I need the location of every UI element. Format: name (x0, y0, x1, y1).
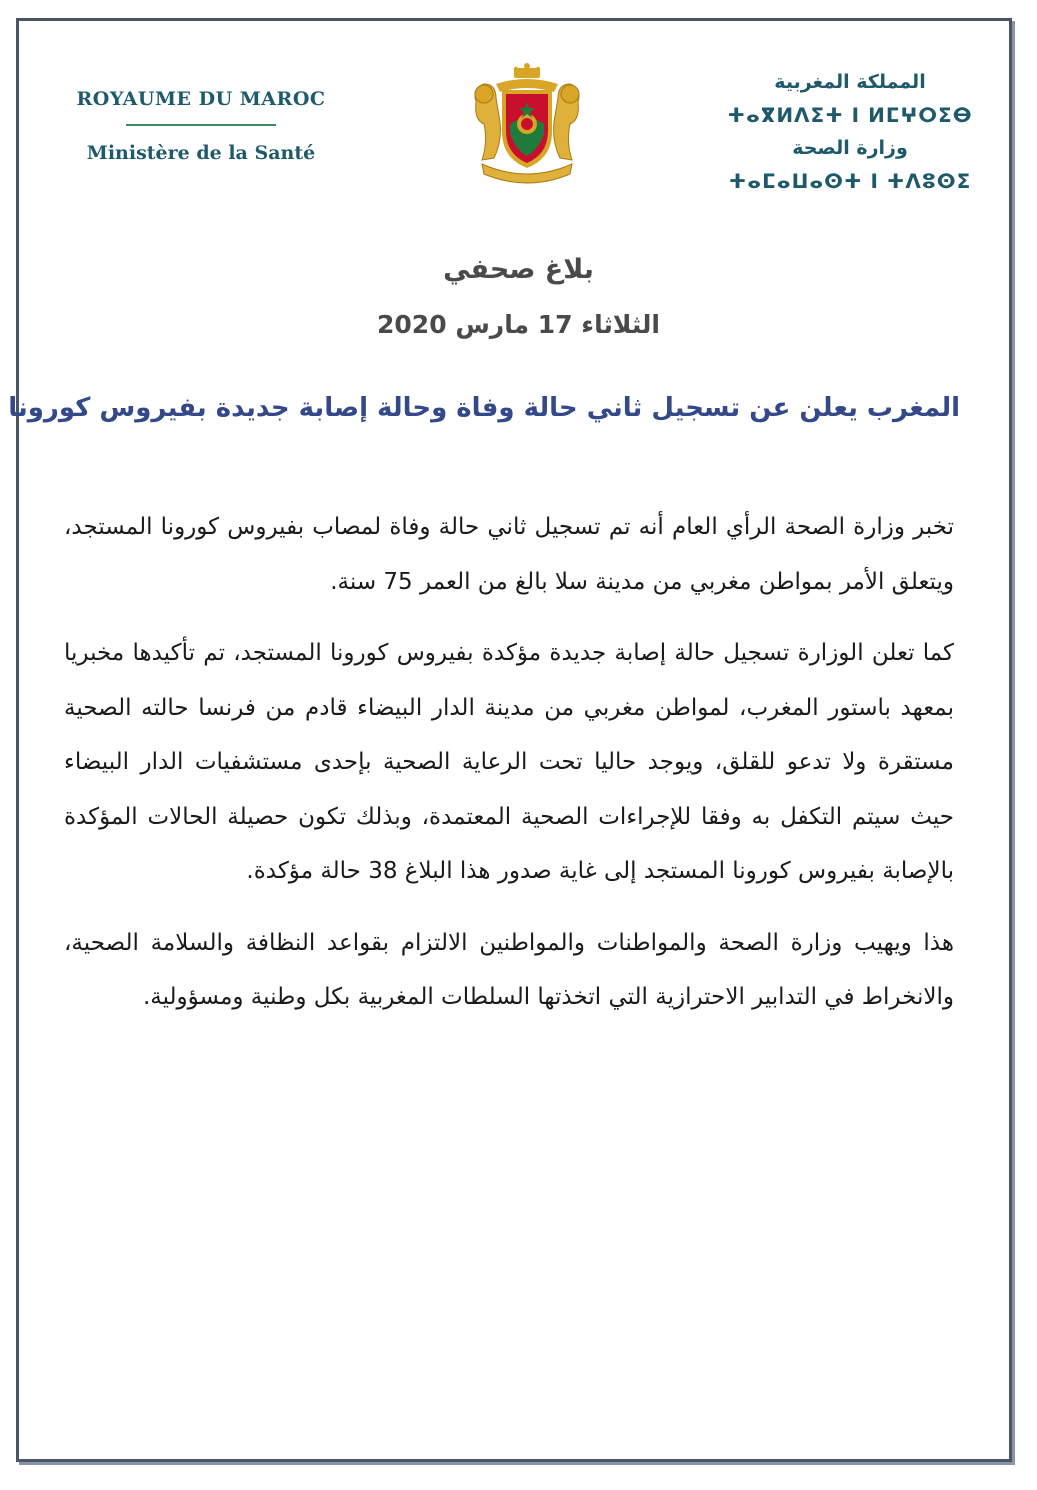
document-date: الثلاثاء 17 مارس 2020 (377, 310, 660, 339)
header-french (56, 88, 346, 164)
shield-icon (502, 90, 552, 168)
paragraph: هذا ويهيب وزارة الصحة والمواطنات والمواطنين الالتزام بقواعد النظافة والسلامة الصحية، والانخراط في التدابير الاحترازية التي اتخذتها السلطات المغربية بكل وطنية ومسؤولية. (64, 929, 954, 1010)
kingdom-name-fr: ROYAUME DU MAROC (76, 88, 326, 110)
paragraph: تخبر وزارة الصحة الرأي العام أنه تم تسجيل ثاني حالة وفاة لمصاب بفيروس كورونا المستجد، ويتعلق الأمر بمواطن مغربي من مدينة سلا بالغ من العمر 75 سنة. (64, 514, 954, 595)
crown-icon (514, 63, 540, 78)
document-title: المغرب يعلن عن تسجيل ثاني حالة وفاة وحالة إصابة جديدة بفيروس كورونا (8, 393, 960, 423)
moroccan-coat-of-arms-icon (466, 62, 588, 186)
ministry-name-fr: Ministère de la Santé (86, 141, 316, 164)
header-arabic-amazigh (720, 66, 980, 198)
kingdom-name-tifinagh: ⵜⴰⴳⵍⴷⵉⵜ ⵏ ⵍⵎⵖⵔⵉⴱ (727, 103, 973, 127)
paragraph: كما تعلن الوزارة تسجيل حالة إصابة جديدة مؤكدة بفيروس كورونا المستجد، تم تأكيدها مخبريا بمعهد باستور المغرب، لمواطن مغربي من مدينة الدار البيضاء قادم من فرنسا حالته الصحية مستقرة ولا تدعو للقلق، ويوجد حاليا تحت الرعاية الصحية بإحدى مستشفيات الدار البيضاء حيث سيتم التكفل به وفقا للإجراءات الصحية المعتمدة، وبذلك تكون حصيلة الحالات المؤكدة بالإصابة بفيروس كورونا المستجد إلى غاية صدور هذا البلاغ 38 حالة مؤكدة. (64, 640, 954, 884)
header-divider (126, 124, 276, 126)
ministry-name-ar: وزارة الصحة (792, 137, 908, 159)
right-lion-icon (554, 84, 579, 160)
document-type: بلاغ صحفي (443, 254, 594, 285)
document-body (64, 500, 954, 1042)
kingdom-name-ar: المملكة المغربية (774, 71, 926, 93)
left-lion-icon (475, 84, 500, 160)
ministry-name-tifinagh: ⵜⴰⵎⴰⵡⴰⵙⵜ ⵏ ⵜⴷⵓⵙⵉ (728, 169, 972, 193)
